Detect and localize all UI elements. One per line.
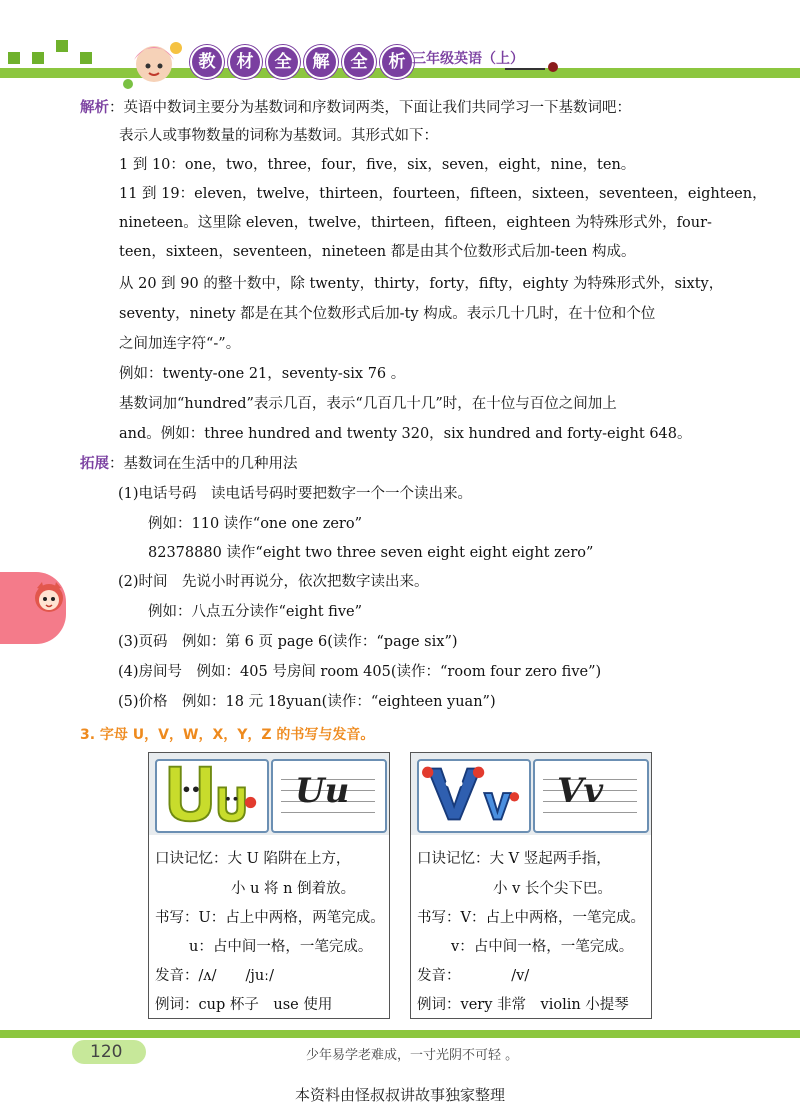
handwritten-letters: Uu [295,771,350,811]
header-checker-block [80,52,92,64]
analysis-line: 例如：twenty-one 21，seventy-six 76 。 [119,366,406,382]
analysis-line: seventy，ninety 都是在其个位数形式后加-ty 构成。表示几十几时，在十位和个位 [119,306,656,322]
card-line: 口诀记忆：大 U 陷阱在上方， [155,851,351,867]
extension-item: 82378880 读作“eight two three seven eight eight eight zero” [148,545,594,561]
handwriting-pane [271,759,387,833]
extension-heading: 拓展：基数词在生活中的几种用法 [80,456,298,472]
extension-item: (1)电话号码 读电话号码时要把数字一个一个读出来。 [118,486,473,502]
header-checker-block [8,52,20,64]
card-line: 例词：very 非常 violin 小提琴 [417,997,629,1013]
title-char: 全 [342,45,376,79]
card-illustration-strip [411,753,651,835]
title-char: 解 [304,45,338,79]
title-char: 教 [190,45,224,79]
handwriting-pane [533,759,649,833]
letter-card-v [410,752,652,1019]
letter-picture [155,759,269,833]
footer-credit: 本资料由怪叔叔讲故事独家整理 [294,1086,505,1104]
analysis-line: teen，sixteen，seventeen，nineteen 都是由其个位数形式后加-teen 构成。 [119,244,636,260]
page-header [0,0,800,100]
analysis-line: 表示人或事物数量的词称为基数词。其形式如下： [119,128,438,144]
extension-item: 例如：八点五分读作“eight five” [148,604,363,620]
cartoon-letter-u-icon [157,761,263,827]
analysis-line: 从 20 到 90 的整十数中，除 twenty，thirty，forty，fifty，eighty 为特殊形式外，sixty， [119,276,724,292]
letter-card-u [148,752,390,1019]
mascot-girl-icon [118,38,190,96]
footer-motto: 少年易学老难成，一寸光阴不可轻 。 [306,1048,519,1063]
card-line: 书写：V：占上中两格，一笔完成。 [417,910,645,926]
card-line: 发音： /v/ [417,968,530,984]
card-line: 例词：cup 杯子 use 使用 [155,997,333,1013]
extension-item: (5)价格 例如：18 元 18yuan(读作：“eighteen yuan”) [118,694,496,710]
analysis-line: 基数词加“hundred”表示几百，表示“几百几十几”时，在十位与百位之间加上 [119,396,617,412]
card-line: 发音：/ʌ/ /juː/ [155,968,274,984]
analysis-tag: 解析 [80,100,109,116]
card-line: v：占中间一格，一笔完成。 [451,939,634,955]
extension-item: (2)时间 先说小时再说分，依次把数字读出来。 [118,574,429,590]
title-char: 析 [380,45,414,79]
book-title [190,45,414,79]
page-number: 120 [90,1042,123,1062]
section-3-title: 3. 字母 U，V，W，X，Y，Z 的书写与发音。 [80,727,375,743]
analysis-line: nineteen。这里除 eleven，twelve，thirteen，fifteen，eighteen 为特殊形式外，four- [119,215,712,231]
extension-item: (4)房间号 例如：405 号房间 room 405(读作：“room four zero five”) [118,664,602,680]
pen-decoration [505,68,545,70]
cartoon-letter-v-icon [419,761,525,827]
analysis-line: 11 到 19：eleven，twelve，thirteen，fourteen，fifteen，sixteen，seventeen，eighteen， [119,186,767,202]
letter-picture [417,759,531,833]
card-line: 口诀记忆：大 V 竖起两手指， [417,851,611,867]
analysis-line: and。例如：three hundred and twenty 320，six hundred and forty-eight 648。 [119,426,692,442]
analysis-line: 之间加连字符“-”。 [119,336,241,352]
pen-tip-icon [548,62,558,72]
handwritten-letters: Vv [557,771,604,811]
card-line: 小 u 将 n 倒着放。 [231,881,356,897]
title-char: 材 [228,45,262,79]
extension-tag: 拓展 [80,456,109,472]
analysis-line: 解析：英语中数词主要分为基数词和序数词两类，下面让我们共同学习一下基数词吧： [80,100,631,116]
title-char: 全 [266,45,300,79]
card-illustration-strip [149,753,389,835]
card-line: 小 v 长个尖下巴。 [493,881,612,897]
header-checker-block [32,52,44,64]
extension-item: (3)页码 例如：第 6 页 page 6(读作：“page six”) [118,634,458,650]
card-line: 书写：U：占上中两格，两笔完成。 [155,910,385,926]
header-checker-block [56,40,68,52]
card-line: u：占中间一格，一笔完成。 [189,939,373,955]
extension-item: 例如：110 读作“one one zero” [148,516,363,532]
footer-green-bar [0,1030,800,1038]
cartoon-face-icon [32,580,66,614]
grade-label: 三年级英语（上） [412,51,524,67]
analysis-line: 1 到 10：one，two，three，four，five，six，seven，eight，nine，ten。 [119,157,636,173]
